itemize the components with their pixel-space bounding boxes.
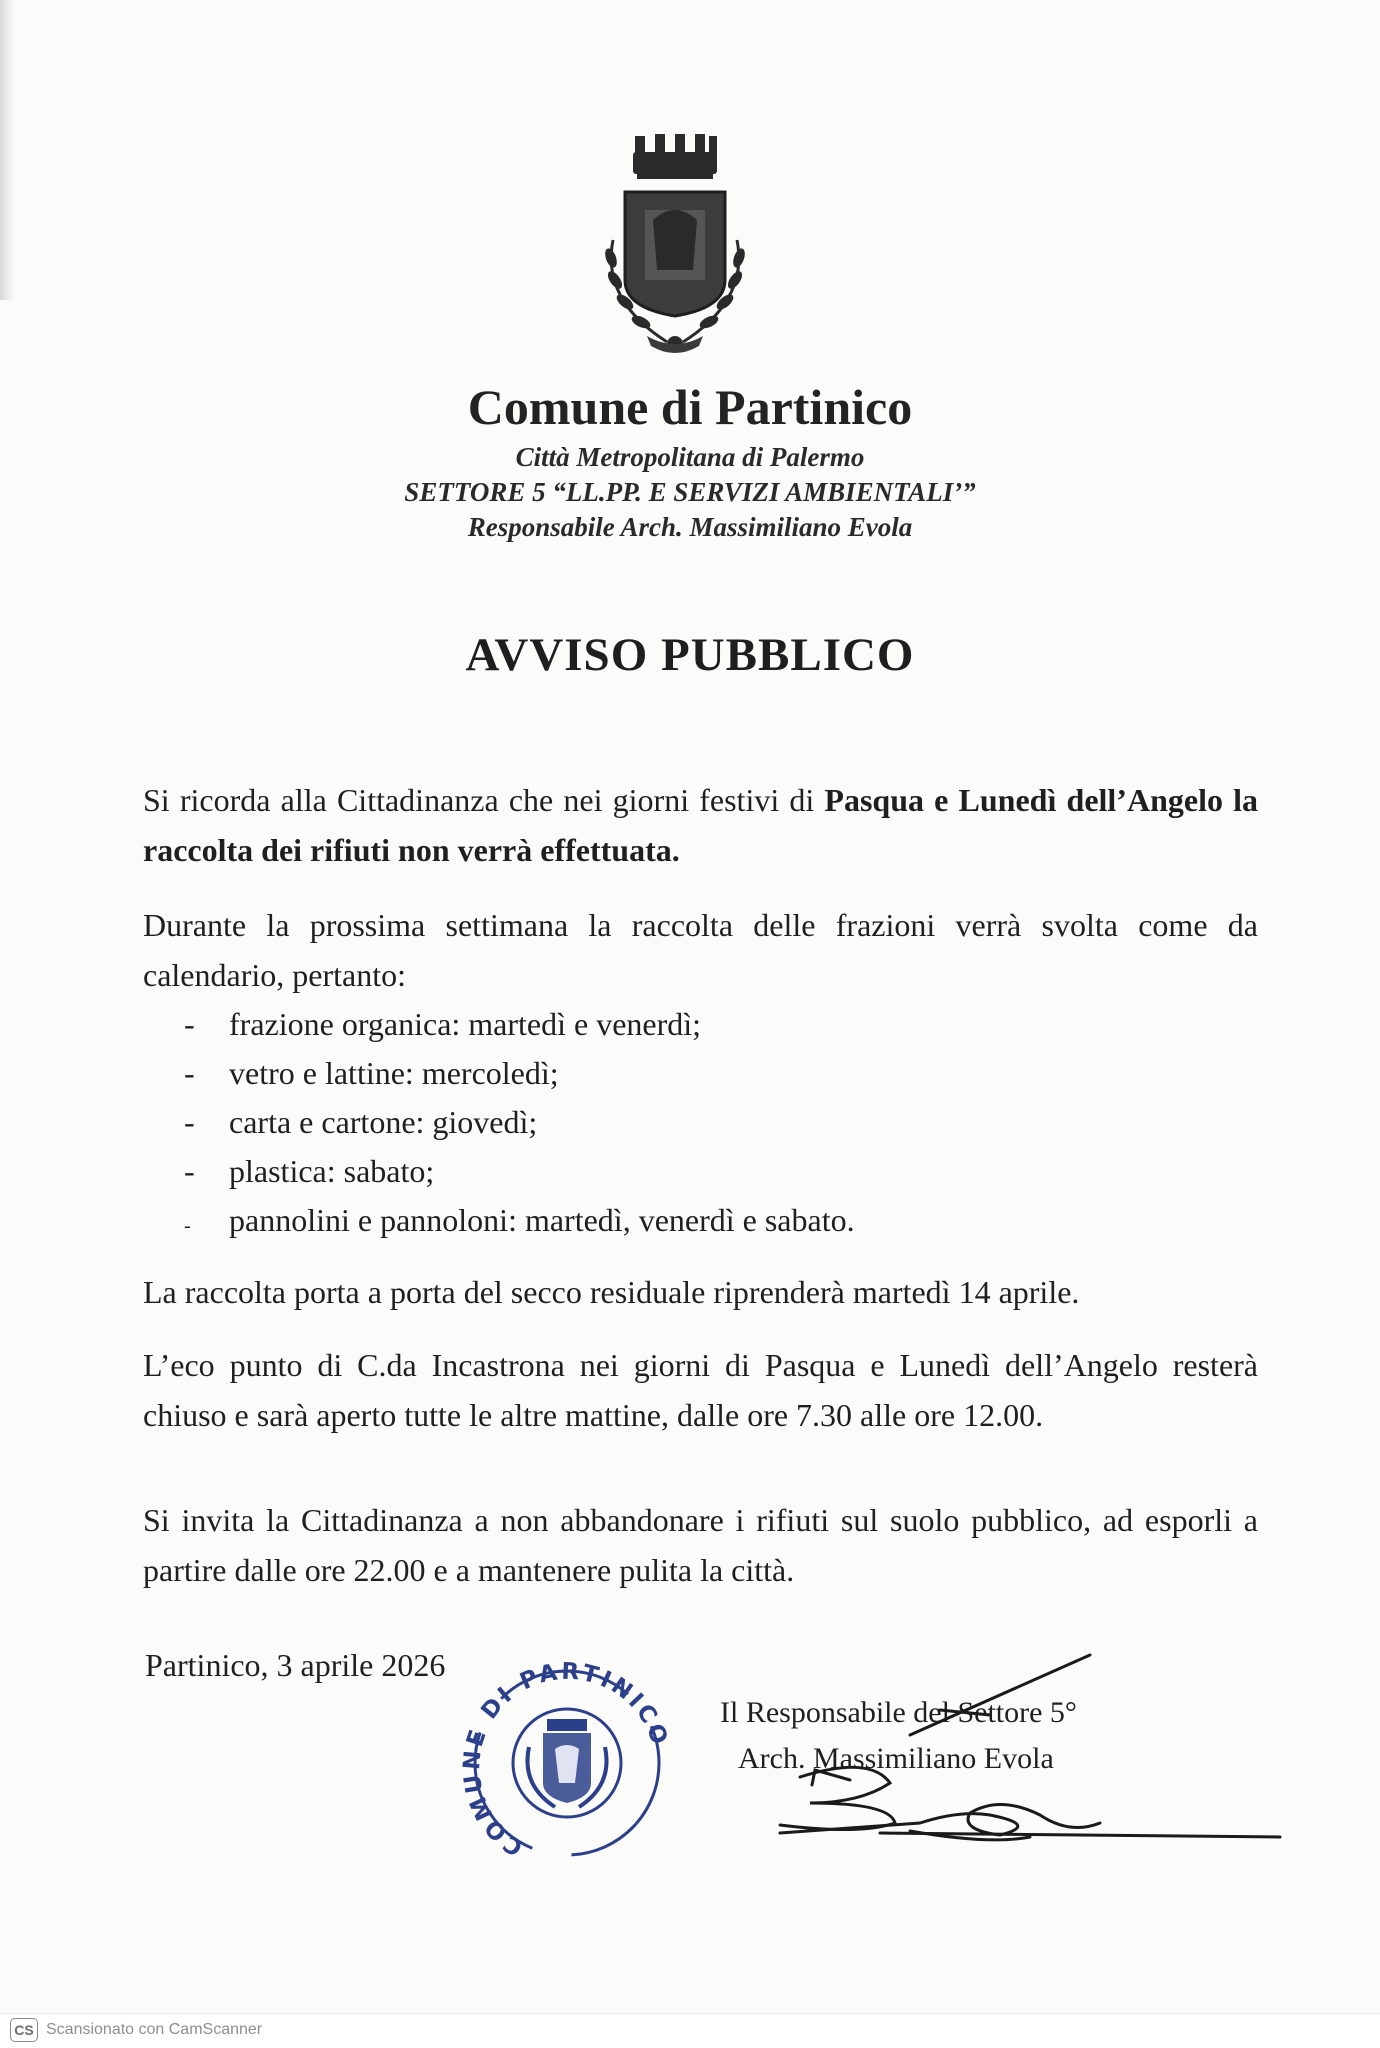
camscanner-logo-icon: CS bbox=[10, 2018, 38, 2042]
list-item-text: vetro e lattine: mercoledì; bbox=[229, 1055, 559, 1091]
stamp-text: COMUNE DI PARTINICO bbox=[458, 1658, 674, 1861]
paragraph-schedule-intro: Durante la prossima settimana la raccolta delle frazioni verrà svolta come da calendario, pertanto: bbox=[143, 907, 1258, 993]
paragraph-invitation: Si invita la Cittadinanza a non abbandonare i rifiuti sul suolo pubblico, ad esporli a partire dalle ore 22.00 e a mantenere pulita la città. bbox=[143, 1502, 1258, 1588]
signer-name: Arch. Massimiliano Evola bbox=[738, 1742, 1054, 1775]
paragraph-residual-waste: La raccolta porta a porta del secco residuale riprenderà martedì 14 aprile. bbox=[143, 1274, 1080, 1310]
paragraph-holiday-notice bbox=[143, 775, 1258, 875]
list-item-text: plastica: sabato; bbox=[229, 1153, 435, 1189]
responsible-subtitle: Responsabile Arch. Massimiliano Evola bbox=[467, 512, 913, 542]
place-and-date: Partinico, 3 aprile 2026 bbox=[145, 1647, 446, 1683]
notice-title: AVVISO PUBBLICO bbox=[465, 629, 915, 681]
list-item: - vetro e lattine: mercoledì; bbox=[184, 1055, 559, 1091]
list-item: - pannolini e pannoloni: martedì, venerdì e sabato. bbox=[184, 1202, 855, 1238]
list-item-text: frazione organica: martedì e venerdì; bbox=[229, 1006, 702, 1042]
paragraph-holiday-normal-text: Si ricorda alla Cittadinanza che nei giorni festivi di bbox=[143, 782, 825, 818]
list-item: - frazione organica: martedì e venerdì; bbox=[184, 1006, 702, 1042]
municipality-title: Comune di Partinico bbox=[467, 379, 913, 435]
metropolitan-city-subtitle: Città Metropolitana di Palermo bbox=[515, 442, 865, 472]
list-item-text: carta e cartone: giovedì; bbox=[229, 1104, 538, 1140]
collection-schedule-list bbox=[184, 1000, 855, 1245]
scan-edge-shadow bbox=[0, 0, 14, 300]
paragraph-holiday-bold-text: Pasqua e Lunedì dell’Angelo la raccolta dei rifiuti non verrà effettuata. bbox=[143, 782, 1258, 868]
signer-role: Il Responsabile del Settore 5° bbox=[720, 1696, 1077, 1729]
paragraph-eco-point: L’eco punto di C.da Incastrona nei giorni di Pasqua e Lunedì dell’Angelo resterà chiuso e sarà aperto tutte le altre mattine, dalle ore 7.30 alle ore 12.00. bbox=[143, 1347, 1258, 1433]
list-item: - plastica: sabato; bbox=[184, 1153, 435, 1189]
scanner-watermark-text: Scansionato con CamScanner bbox=[46, 2021, 263, 2038]
signature-icon bbox=[740, 1645, 1300, 1875]
scanner-footer bbox=[0, 2013, 1380, 2048]
coat-of-arms-icon bbox=[575, 130, 775, 370]
list-item-text: pannolini e pannoloni: martedì, venerdì e sabato. bbox=[229, 1202, 855, 1238]
stamp-icon bbox=[455, 1655, 680, 1870]
list-item: - carta e cartone: giovedì; bbox=[184, 1104, 538, 1140]
sector-subtitle: SETTORE 5 “LL.PP. E SERVIZI AMBIENTALI’” bbox=[404, 477, 976, 507]
